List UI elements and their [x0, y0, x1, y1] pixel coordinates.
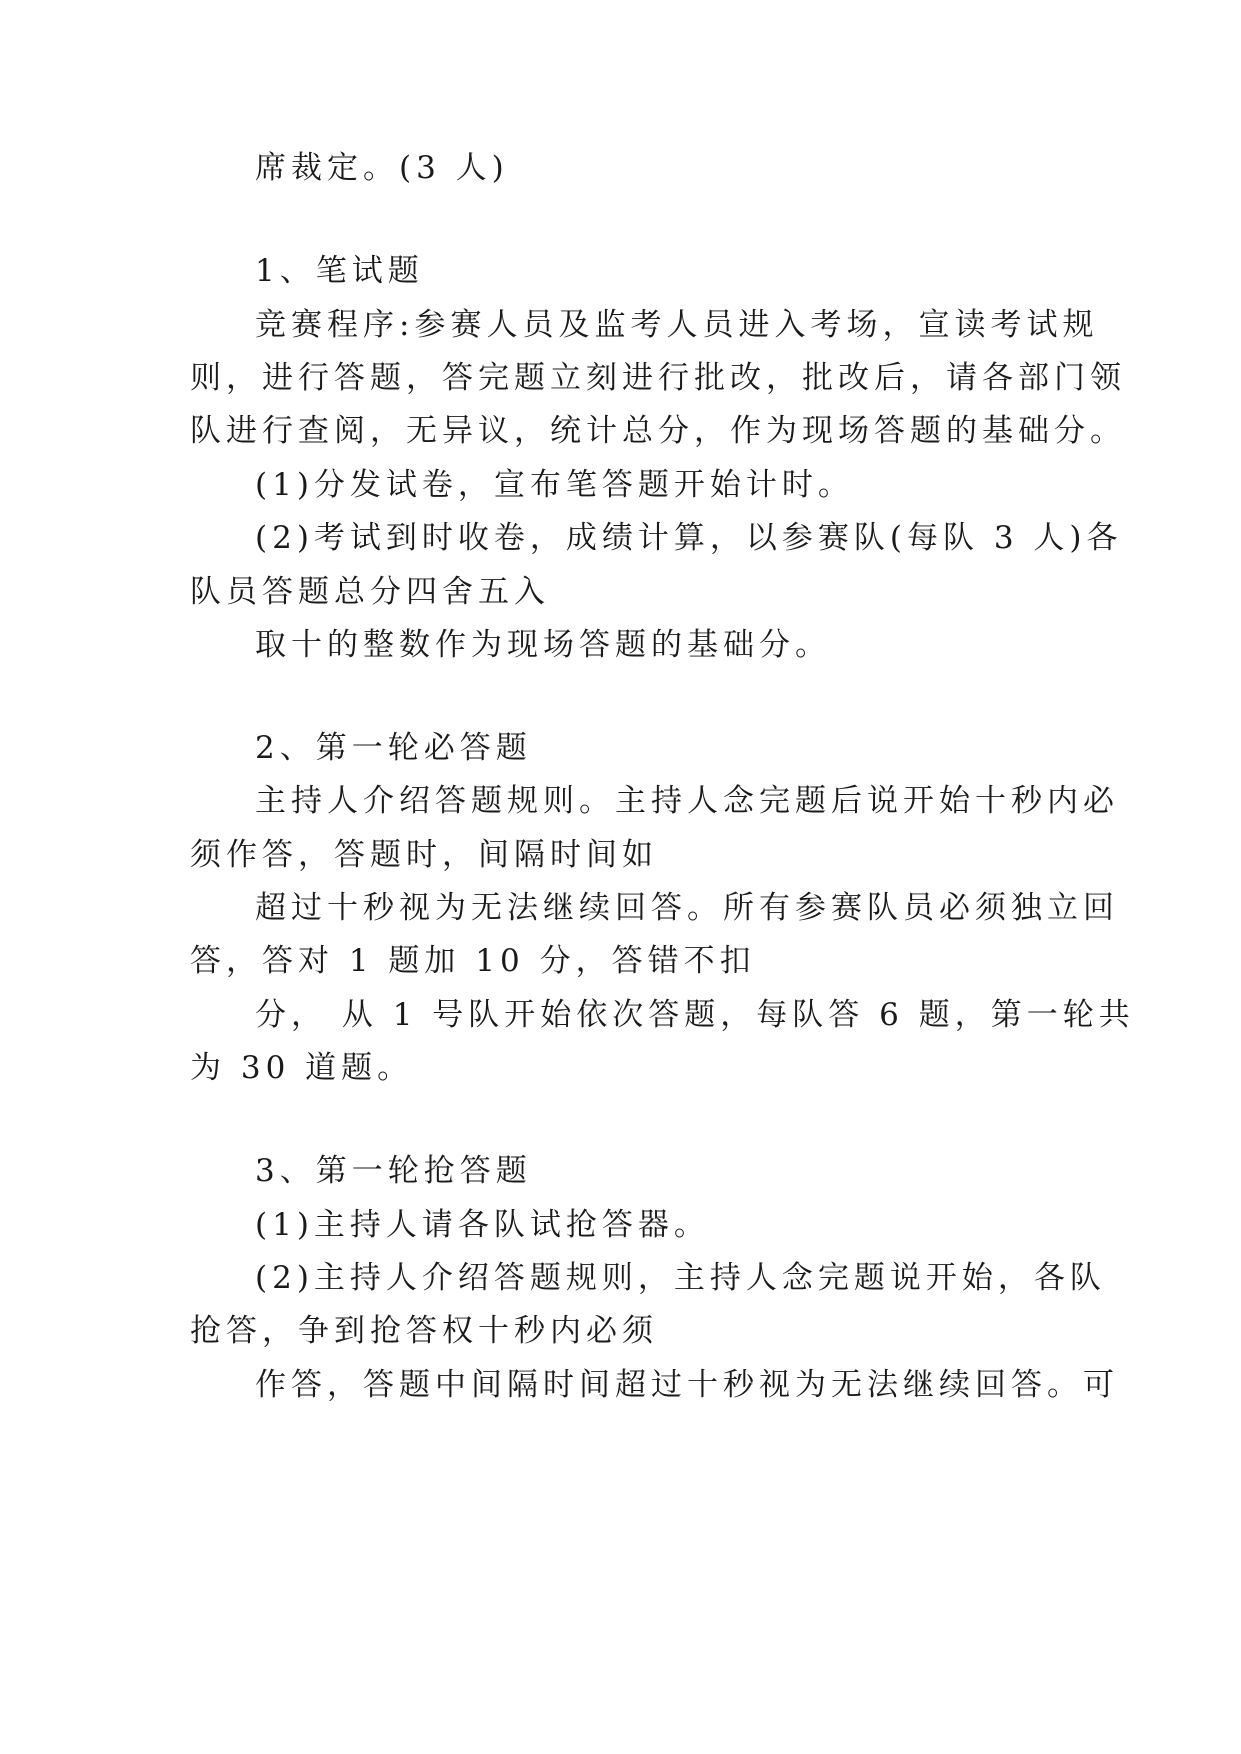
line-text: 2、第一轮必答题 [255, 730, 532, 766]
section-heading [0, 251, 1241, 291]
text-line [0, 888, 1241, 928]
text-line [0, 995, 1241, 1035]
line-text: 抢答，争到抢答权十秒内必须 [190, 1313, 658, 1349]
line-text: 竞赛程序:参赛人员及监考人员进入考场，宣读考试规 [255, 307, 1099, 343]
text-line [0, 1048, 1241, 1088]
line-text: 席裁定。(3 人) [255, 150, 509, 186]
text-line [0, 465, 1241, 505]
text-line [0, 835, 1241, 875]
line-text: (1)主持人请各队试抢答器。 [255, 1207, 710, 1243]
line-text: 答，答对 1 题加 10 分，答错不扣 [190, 943, 756, 979]
line-text: 取十的整数作为现场答题的基础分。 [255, 627, 831, 663]
section-heading [0, 728, 1241, 768]
line-text: 为 30 道题。 [190, 1050, 414, 1086]
text-line [0, 1365, 1241, 1405]
line-text: 主持人介绍答题规则。主持人念完题后说开始十秒内必 [255, 783, 1119, 819]
text-line [0, 518, 1241, 558]
text-line [0, 358, 1241, 398]
text-line [0, 305, 1241, 345]
line-text: 队员答题总分四舍五入 [190, 574, 550, 610]
line-text: 作答，答题中间隔时间超过十秒视为无法继续回答。可 [255, 1367, 1119, 1403]
line-text: (2)考试到时收卷，成绩计算，以参赛队(每队 3 人)各 [255, 520, 1123, 556]
line-text: 则，进行答题，答完题立刻进行批改，批改后，请各部门领 [190, 360, 1126, 396]
text-line [0, 572, 1241, 612]
text-line [0, 1258, 1241, 1298]
section-heading [0, 1151, 1241, 1191]
line-text: 队进行查阅，无异议，统计总分，作为现场答题的基础分。 [190, 413, 1126, 449]
line-text: (1)分发试卷，宣布笔答题开始计时。 [255, 467, 854, 503]
line-text: 超过十秒视为无法继续回答。所有参赛队员必须独立回 [255, 890, 1119, 926]
text-line [0, 1311, 1241, 1351]
text-line [0, 781, 1241, 821]
text-line [0, 148, 1241, 188]
line-text: (2)主持人介绍答题规则，主持人念完题说开始，各队 [255, 1260, 1106, 1296]
text-line [0, 625, 1241, 665]
line-text: 3、第一轮抢答题 [255, 1153, 532, 1189]
line-text: 分， 从 1 号队开始依次答题，每队答 6 题，第一轮共 [255, 997, 1135, 1033]
text-line [0, 411, 1241, 451]
text-line [0, 1205, 1241, 1245]
text-line [0, 941, 1241, 981]
line-text: 1、笔试题 [255, 253, 424, 289]
line-text: 须作答，答题时，间隔时间如 [190, 837, 658, 873]
